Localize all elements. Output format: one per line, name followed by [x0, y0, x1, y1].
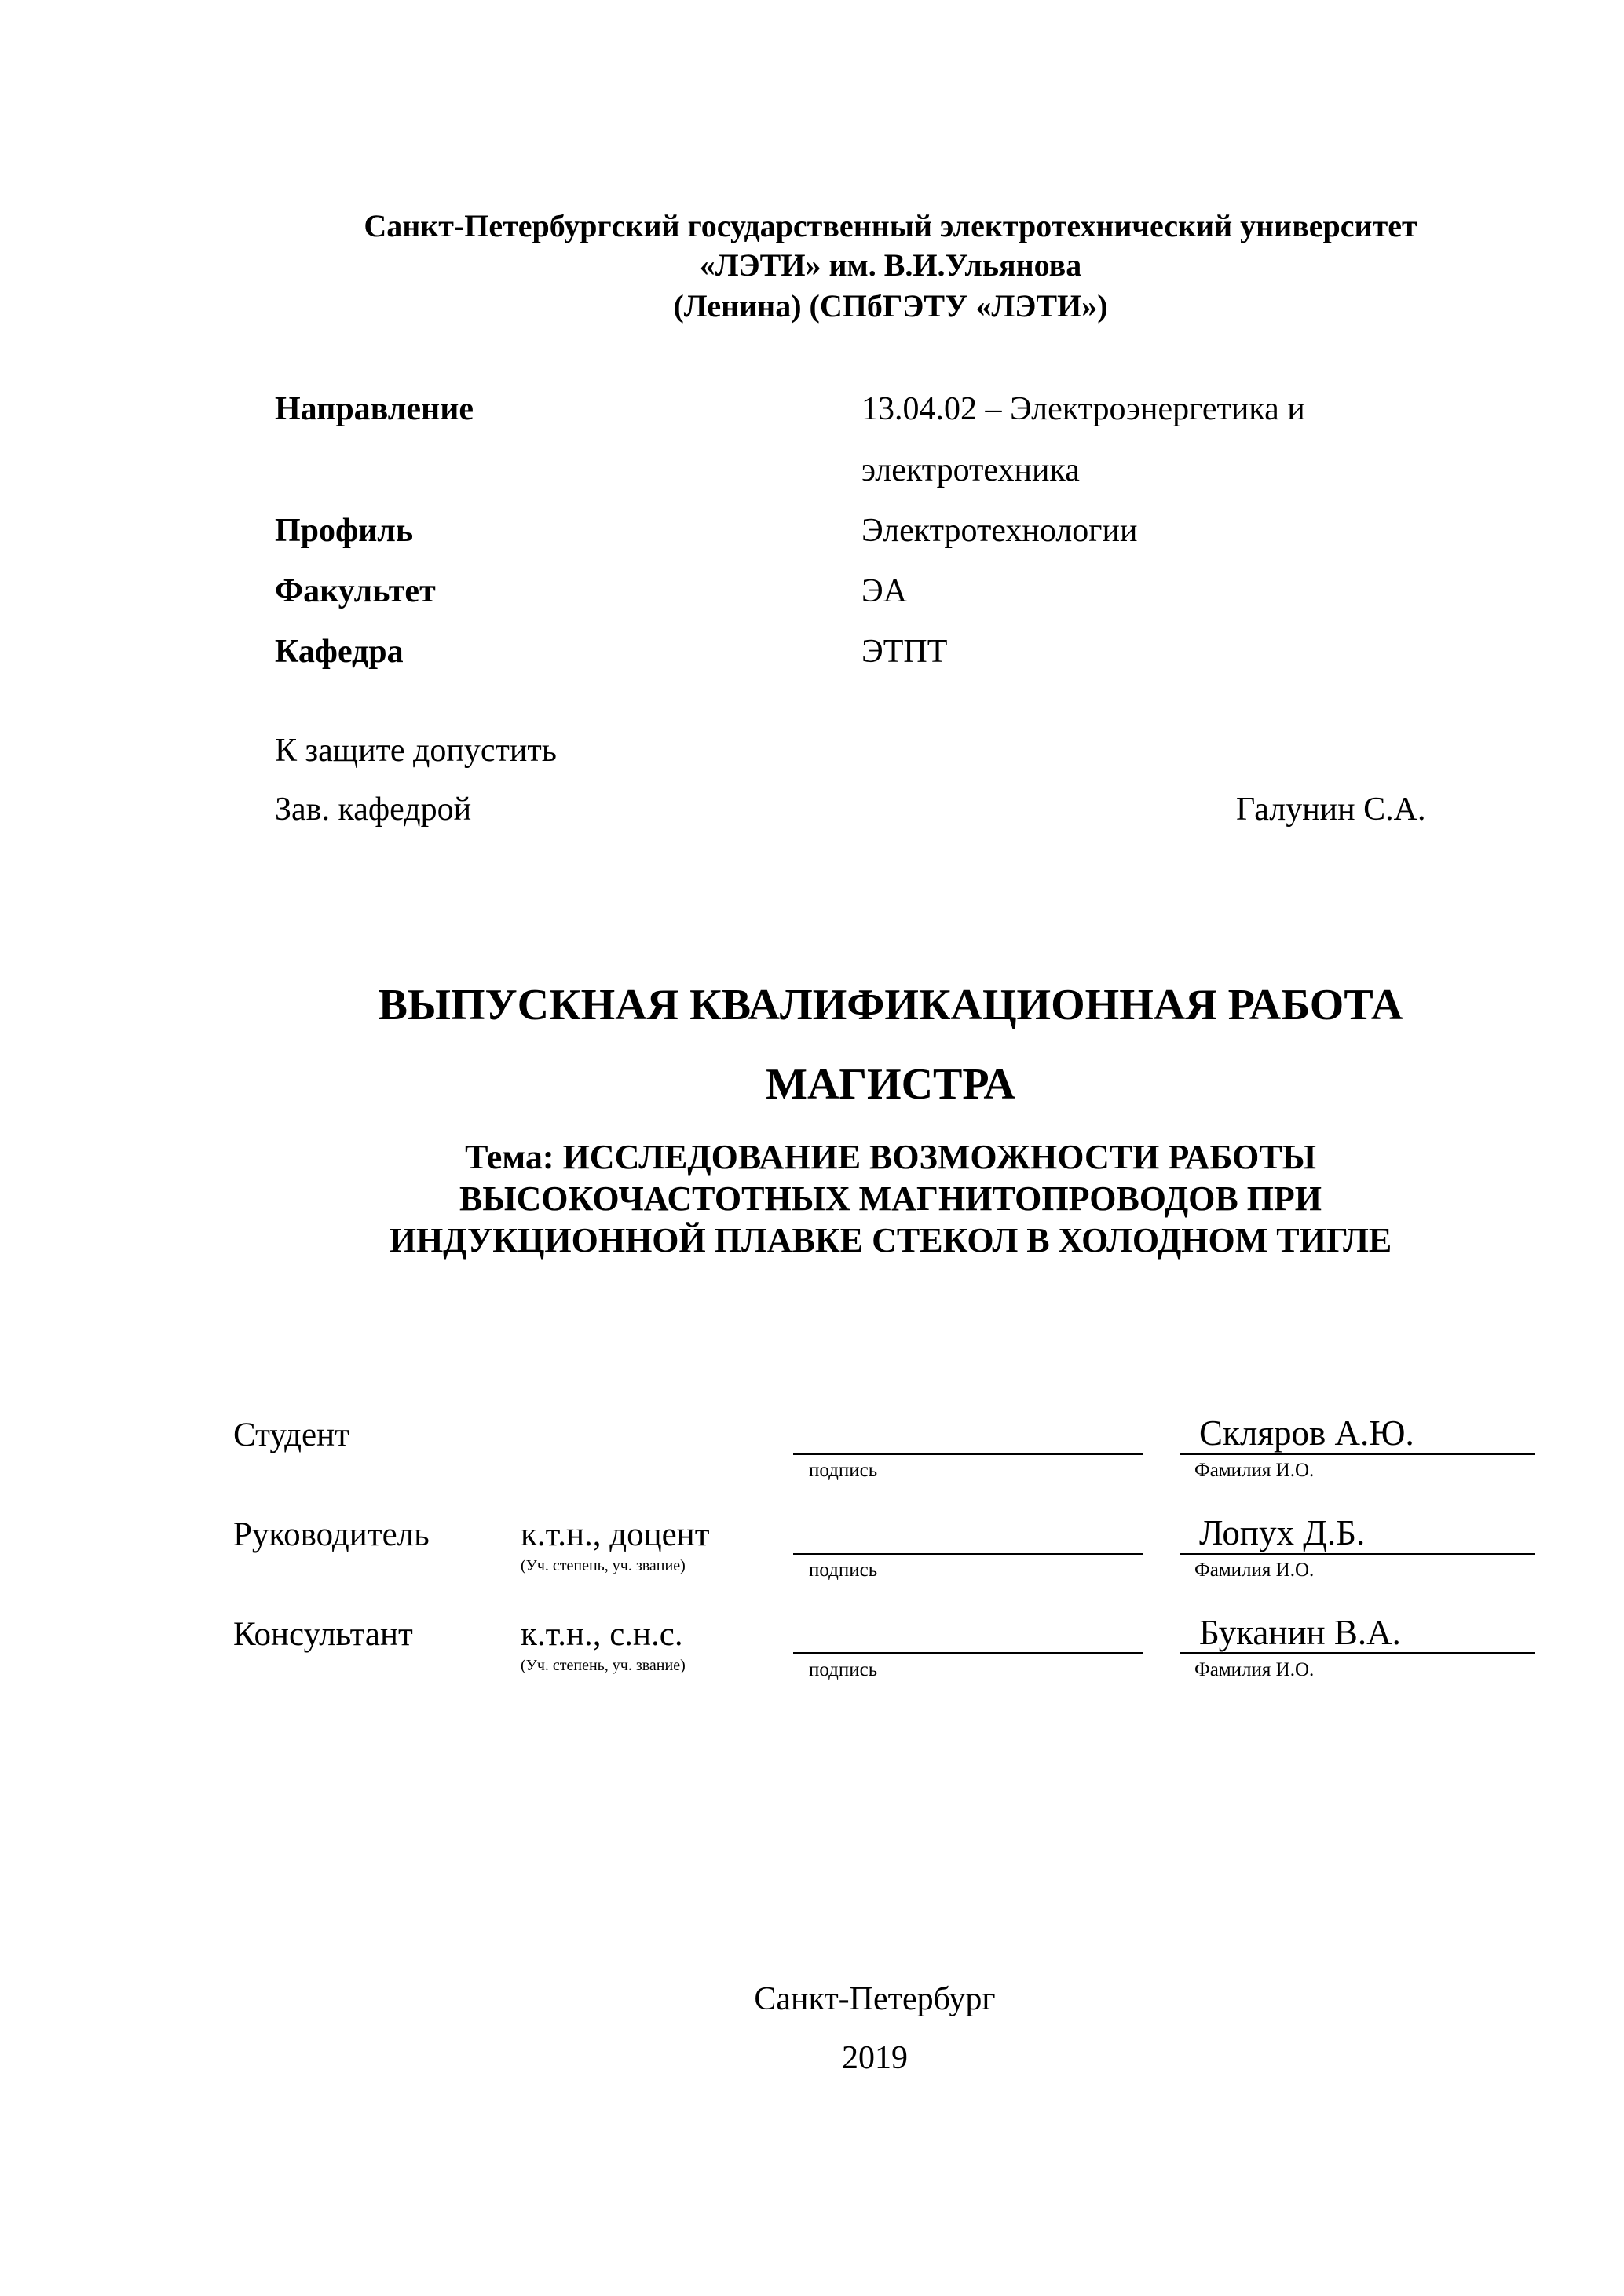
signature-line	[793, 1553, 1143, 1555]
signature-line	[793, 1453, 1143, 1455]
name-line	[1180, 1652, 1535, 1654]
signer-name: Буканин В.А.	[1199, 1613, 1401, 1652]
year: 2019	[842, 2040, 908, 2076]
theme-line-1: Тема: ИССЛЕДОВАНИЕ ВОЗМОЖНОСТИ РАБОТЫ	[465, 1138, 1316, 1176]
signature-caption: подпись	[809, 1659, 878, 1680]
profile-label: Профиль	[275, 513, 414, 549]
direction-label: Направление	[275, 391, 474, 427]
signer-name: Лопух Д.Б.	[1199, 1513, 1366, 1552]
city: Санкт-Петербург	[754, 1981, 996, 2017]
name-caption: Фамилия И.О.	[1194, 1559, 1315, 1581]
university-name-line-3: (Ленина) (СПбГЭТУ «ЛЭТИ»)	[673, 288, 1108, 324]
signature-caption: подпись	[809, 1460, 878, 1481]
theme-line-3: ИНДУКЦИОННОЙ ПЛАВКЕ СТЕКОЛ В ХОЛОДНОМ ТИГЛЕ	[389, 1221, 1392, 1260]
signature-line	[793, 1652, 1143, 1654]
academic-degree: к.т.н., доцент	[521, 1516, 710, 1553]
theme-line-2: ВЫСОКОЧАСТОТНЫХ МАГНИТОПРОВОДОВ ПРИ	[459, 1179, 1322, 1218]
faculty-label: Факультет	[275, 573, 436, 609]
head-of-department-name: Галунин С.А.	[1236, 792, 1426, 828]
thesis-title-line-2: МАГИСТРА	[766, 1060, 1015, 1109]
name-caption: Фамилия И.О.	[1194, 1460, 1315, 1481]
name-line	[1180, 1453, 1535, 1455]
name-caption: Фамилия И.О.	[1194, 1659, 1315, 1680]
name-line	[1180, 1553, 1535, 1555]
signature-caption: подпись	[809, 1559, 878, 1581]
signer-name: Скляров А.Ю.	[1199, 1413, 1414, 1453]
thesis-title-line-1: ВЫПУСКНАЯ КВАЛИФИКАЦИОННАЯ РАБОТА	[378, 981, 1403, 1029]
department-label: Кафедра	[275, 634, 404, 670]
department-value: ЭТПТ	[861, 634, 948, 670]
academic-degree: к.т.н., с.н.с.	[521, 1616, 683, 1653]
direction-value-line-2: электротехника	[861, 452, 1080, 488]
head-of-department-label: Зав. кафедрой	[275, 792, 472, 828]
academic-degree-caption: (Уч. степень, уч. звание)	[521, 1657, 686, 1674]
university-name-line-2: «ЛЭТИ» им. В.И.Ульянова	[699, 247, 1082, 283]
signature-role: Консультант	[233, 1616, 413, 1653]
faculty-value: ЭА	[861, 573, 908, 609]
admit-to-defense: К защите допустить	[275, 733, 557, 769]
university-name-line-1: Санкт-Петербургский государственный электротехнический университет	[364, 208, 1417, 243]
signature-role: Студент	[233, 1417, 349, 1453]
academic-degree-caption: (Уч. степень, уч. звание)	[521, 1557, 686, 1574]
signature-role: Руководитель	[233, 1516, 430, 1553]
profile-value: Электротехнологии	[861, 513, 1138, 549]
direction-value-line-1: 13.04.02 – Электроэнергетика и	[861, 391, 1305, 427]
